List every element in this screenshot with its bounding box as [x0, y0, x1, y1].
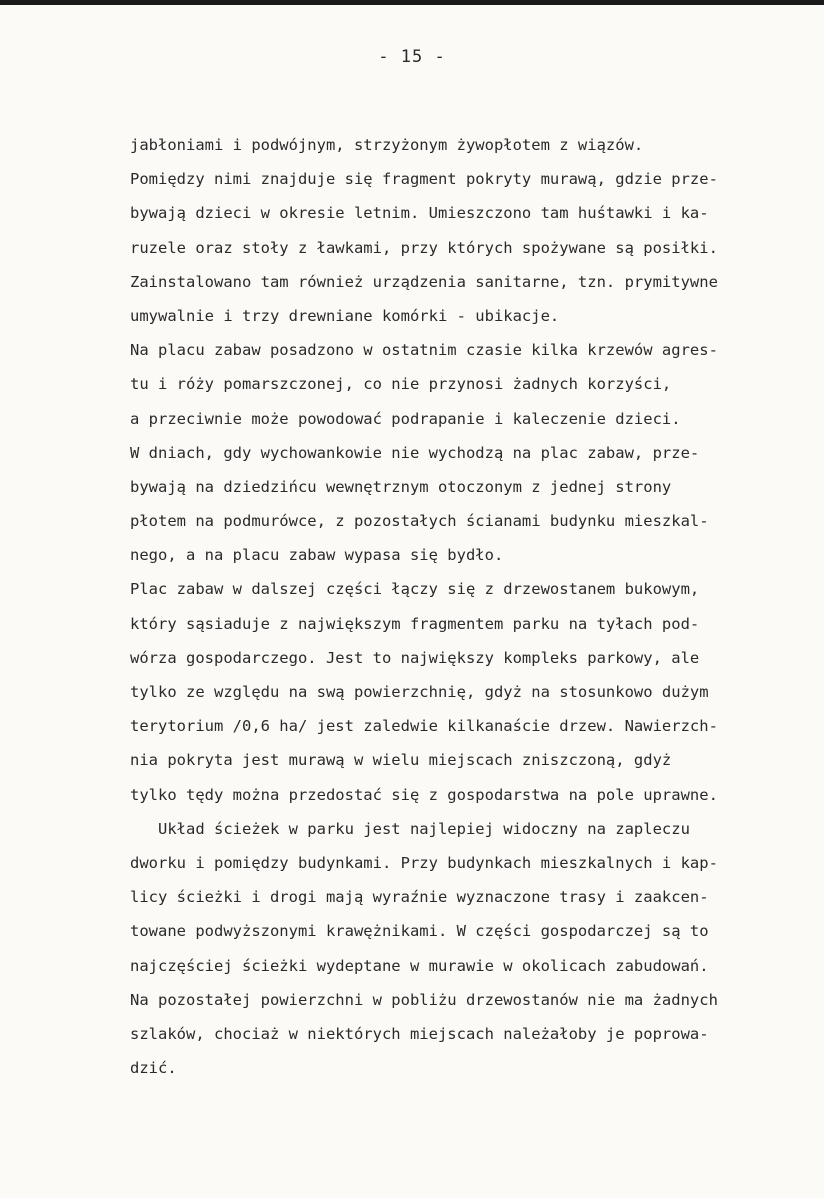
text-line: bywają dzieci w okresie letnim. Umieszczono tam huśtawki i ka-: [130, 204, 709, 223]
text-line: towane podwyższonymi krawężnikami. W części gospodarczej są to: [130, 922, 709, 941]
text-line: płotem na podmurówce, z pozostałych ścianami budynku mieszkal-: [130, 512, 709, 531]
text-line: Pomiędzy nimi znajduje się fragment pokryty murawą, gdzie prze-: [130, 170, 718, 189]
text-line: tylko tędy można przedostać się z gospodarstwa na pole uprawne.: [130, 785, 718, 804]
text-line: tylko ze względu na swą powierzchnię, gdyż na stosunkowo dużym: [130, 683, 709, 701]
text-line: a przeciwnie może powodować podrapanie i kaleczenie dzieci.: [130, 409, 681, 428]
text-line: wórza gospodarczego. Jest to największy kompleks parkowy, ale: [130, 648, 700, 667]
text-line: nia pokryta jest murawą w wielu miejscach zniszczoną, gdyż: [130, 751, 672, 770]
page-number: - 15 -: [378, 47, 446, 67]
text-line: najczęściej ścieżki wydeptane w murawie w okolicach zabudowań.: [130, 956, 709, 975]
text-line: licy ścieżki i drogi mają wyraźnie wyznaczone trasy i zaakcen-: [130, 888, 709, 907]
text-line: tu i róży pomarszczonej, co nie przynosi żadnych korzyści,: [130, 375, 672, 394]
text-line: szlaków, chociaż w niektórych miejscach należałoby je poprowa-: [130, 1024, 709, 1043]
text-line: Zainstalowano tam również urządzenia sanitarne, tzn. prymitywne: [130, 272, 718, 291]
text-line: który sąsiaduje z największym fragmentem parku na tyłach pod-: [130, 614, 700, 633]
text-line: Na pozostałej powierzchni w pobliżu drzewostanów nie ma żadnych: [130, 990, 718, 1009]
body-text: [130, 128, 800, 1085]
text-line: W dniach, gdy wychowankowie nie wychodzą na plac zabaw, prze-: [130, 443, 700, 462]
text-line: Plac zabaw w dalszej części łączy się z drzewostanem bukowym,: [130, 580, 700, 599]
text-line: Układ ścieżek w parku jest najlepiej widoczny na zapleczu: [130, 819, 690, 838]
text-line: jabłoniami i podwójnym, strzyżonym żywopłotem z wiązów.: [130, 136, 644, 154]
text-line: dworku i pomiędzy budynkami. Przy budynkach mieszkalnych i kap-: [130, 853, 718, 872]
text-line: terytorium /0,6 ha/ jest zaledwie kilkanaście drzew. Nawierzch-: [130, 717, 718, 736]
text-line: bywają na dziedzińcu wewnętrznym otoczonym z jednej strony: [130, 477, 672, 496]
text-line: Na placu zabaw posadzono w ostatnim czasie kilka krzewów agres-: [130, 341, 718, 360]
text-line: dzić.: [130, 1059, 177, 1078]
text-line: umywalnie i trzy drewniane komórki - ubikacje.: [130, 306, 560, 325]
text-line: ruzele oraz stoły z ławkami, przy których spożywane są posiłki.: [130, 238, 718, 257]
text-line: nego, a na placu zabaw wypasa się bydło.: [130, 546, 504, 565]
